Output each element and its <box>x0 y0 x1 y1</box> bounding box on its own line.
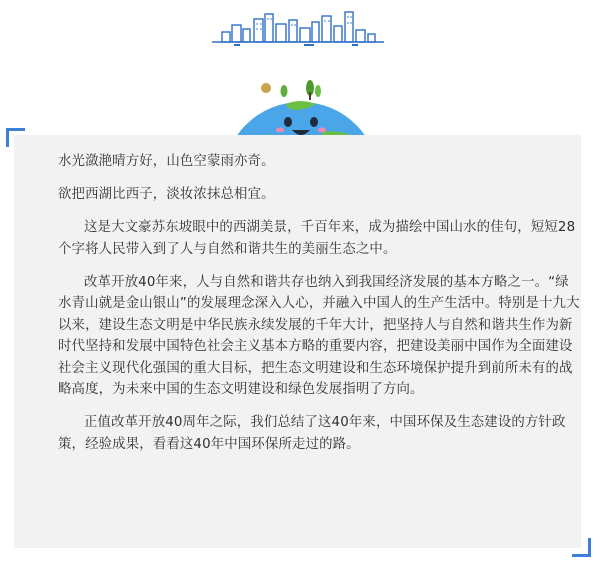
poem-line-1: 水光潋滟晴方好，山色空蒙雨亦奇。 <box>58 154 275 169</box>
corner-bracket-top-left <box>6 128 25 147</box>
poem-line-2: 欲把西湖比西子，淡妆浓抹总相宜。 <box>58 187 275 202</box>
paragraph-summary: 正值改革开放40周年之际，我们总结了这40年来，中国环保及生态建设的方针政策，经验成果，看看这40年中国环保所走过的路。 <box>58 415 566 452</box>
paragraph-intro: 这是大文豪苏东坡眼中的西湖美景，千百年来，成为描绘中国山水的佳句，短短28个字将人民带入到了人与自然和谐共生的美丽生态之中。 <box>58 220 576 257</box>
article-body <box>58 151 580 467</box>
smiling-earth-icon <box>226 70 376 140</box>
corner-bracket-bottom-right <box>572 538 591 557</box>
paragraph-reform: 改革开放40年来，人与自然和谐共存也纳入到我国经济发展的基本方略之一。“绿水青山就是金山银山”的发展理念深入人心，并融入中国人的生产生活中。特别是十九大以来，建设生态文明是中华民族永续发展的千年大计，把坚持人与自然和谐共生作为新时代坚持和发展中国特色社会主义基本方略的重要内容，把建设美丽中国作为全面建设社会主义现代化强国的重大目标，把生态文明建设和生态环境保护提升到前所未有的战略高度，为未来中国的生态文明建设和绿色发展指明了方向。 <box>58 274 580 397</box>
city-skyline-icon <box>212 10 384 48</box>
